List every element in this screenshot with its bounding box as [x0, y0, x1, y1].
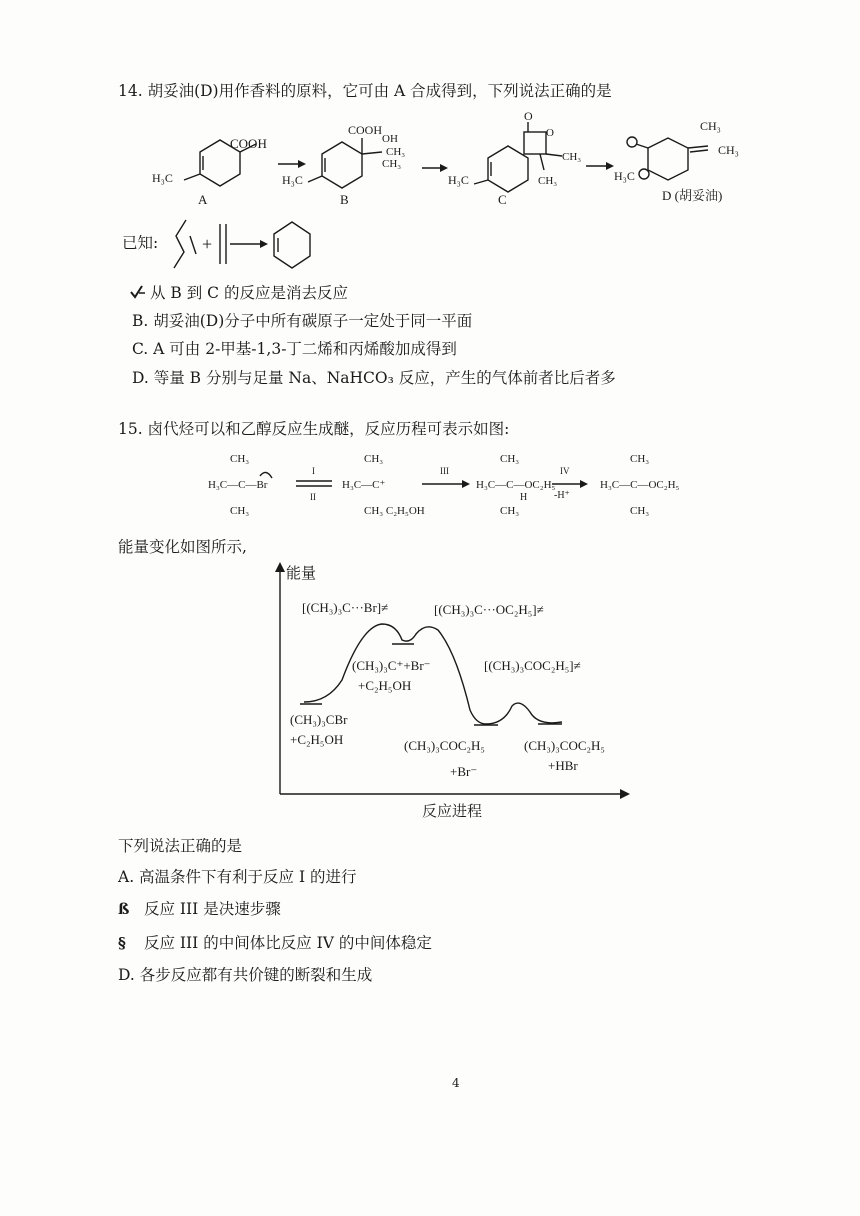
svg-text:H₃C: H₃C [152, 171, 173, 185]
svg-text:CH₃: CH₃ [500, 505, 520, 517]
compound-c [448, 112, 581, 207]
q14-option-b: B. 胡妥油(D)分子中所有碳原子一定处于同一平面 [132, 312, 473, 330]
q14-synthesis-scheme [140, 112, 780, 222]
svg-text:H₃C: H₃C [614, 169, 635, 183]
label-a: A [198, 192, 208, 207]
option-c-handwritten-mark: § [118, 934, 126, 952]
label-b: B [340, 192, 349, 207]
svg-text:H₃C—C—OC₂H₅: H₃C—C—OC₂H₅ [476, 479, 556, 491]
intermediate2-sub-label: +Br⁻ [450, 764, 478, 779]
svg-text:H₃C: H₃C [448, 173, 469, 187]
svg-text:CH₃: CH₃ [700, 119, 721, 133]
svg-text:COOH: COOH [230, 136, 267, 151]
q15-option-d: D. 各步反应都有共价键的断裂和生成 [118, 966, 373, 984]
option-b-handwritten-mark: ß [118, 900, 130, 918]
energy-intro: 能量变化如图所示, [118, 538, 247, 556]
q15-stem: 15. 卤代烃可以和乙醇反应生成醚，反应历程可表示如图: [118, 420, 510, 438]
svg-text:H: H [520, 492, 528, 503]
svg-text:CH₃: CH₃ [718, 143, 739, 157]
start-label: (CH₃)₃CBr [290, 712, 348, 727]
q15-question: 下列说法正确的是 [118, 837, 243, 855]
q14-option-d: D. 等量 B 分别与足量 Na、NaHCO₃ 反应，产生的气体前者比后者多 [132, 369, 616, 387]
known-diels-alder [168, 214, 338, 274]
svg-text:OH: OH [382, 133, 398, 145]
svg-text:+: + [202, 234, 213, 254]
svg-text:III: III [440, 466, 449, 476]
svg-text:II: II [310, 492, 316, 502]
option-a-check-mark [128, 283, 148, 301]
svg-text:CH₃: CH₃ [364, 453, 384, 465]
svg-text:CH₃: CH₃ [630, 453, 650, 465]
ts2-label: [(CH₃)₃C···OC₂H₅]≠ [434, 602, 544, 617]
svg-text:CH₃: CH₃ [386, 146, 406, 158]
svg-text:O: O [546, 127, 554, 139]
svg-text:CH₃: CH₃ [562, 151, 582, 163]
x-axis-label: 反应进程 [422, 802, 483, 820]
energy-profile-diagram [262, 560, 642, 822]
svg-text:CH₃: CH₃ [382, 158, 402, 170]
y-axis-label: 能量 [286, 564, 317, 582]
q15-mechanism-scheme [200, 448, 710, 520]
svg-text:H₃C—C⁺: H₃C—C⁺ [342, 479, 386, 491]
label-d: D (胡妥油) [662, 188, 723, 203]
q14-stem: 14. 胡妥油(D)用作香料的原料，它可由 A 合成得到，下列说法正确的是 [118, 82, 612, 100]
ts3-label: [(CH₃)₃COC₂H₅]≠ [484, 658, 581, 673]
compound-d [614, 119, 739, 203]
q15-option-c: 反应 III 的中间体比反应 IV 的中间体稳定 [144, 934, 432, 952]
product-sub-label: +HBr [548, 758, 578, 773]
svg-text:H₃C—C—Br: H₃C—C—Br [208, 479, 268, 491]
known-label: 已知: [122, 234, 159, 252]
svg-text:CH₃ C₂H₅OH: CH₃ C₂H₅OH [364, 505, 425, 517]
start-sub-label: +C₂H₅OH [290, 732, 344, 747]
svg-text:CH₃: CH₃ [230, 505, 250, 517]
svg-text:CH₃: CH₃ [500, 453, 520, 465]
label-c: C [498, 192, 507, 207]
svg-text:CH₃: CH₃ [230, 453, 250, 465]
intermediate1-sub-label: +C₂H₅OH [358, 678, 412, 693]
compound-a [152, 136, 267, 207]
q15-option-a: A. 高温条件下有利于反应 I 的进行 [118, 868, 357, 886]
svg-text:COOH: COOH [348, 123, 383, 137]
q14-option-a: 从 B 到 C 的反应是消去反应 [150, 284, 348, 302]
svg-text:H₃C—C—OC₂H₅: H₃C—C—OC₂H₅ [600, 479, 680, 491]
svg-text:H₃C: H₃C [282, 173, 303, 187]
product-label: (CH₃)₃COC₂H₅ [524, 738, 605, 753]
ts1-label: [(CH₃)₃C···Br]≠ [302, 600, 389, 615]
svg-text:CH₃: CH₃ [538, 175, 558, 187]
svg-text:O: O [524, 112, 533, 123]
energy-curve [304, 624, 562, 724]
svg-text:CH₃: CH₃ [630, 505, 650, 517]
q15-option-b: 反应 III 是决速步骤 [144, 900, 281, 918]
intermediate2-label: (CH₃)₃COC₂H₅ [404, 738, 485, 753]
page-number: 4 [452, 1076, 460, 1090]
svg-text:IV: IV [560, 466, 570, 476]
q14-option-c: C. A 可由 2-甲基-1,3-丁二烯和丙烯酸加成得到 [132, 340, 457, 358]
intermediate1-label: (CH₃)₃C⁺+Br⁻ [352, 658, 431, 673]
svg-text:I: I [312, 466, 315, 476]
svg-text:-H⁺: -H⁺ [554, 490, 570, 501]
